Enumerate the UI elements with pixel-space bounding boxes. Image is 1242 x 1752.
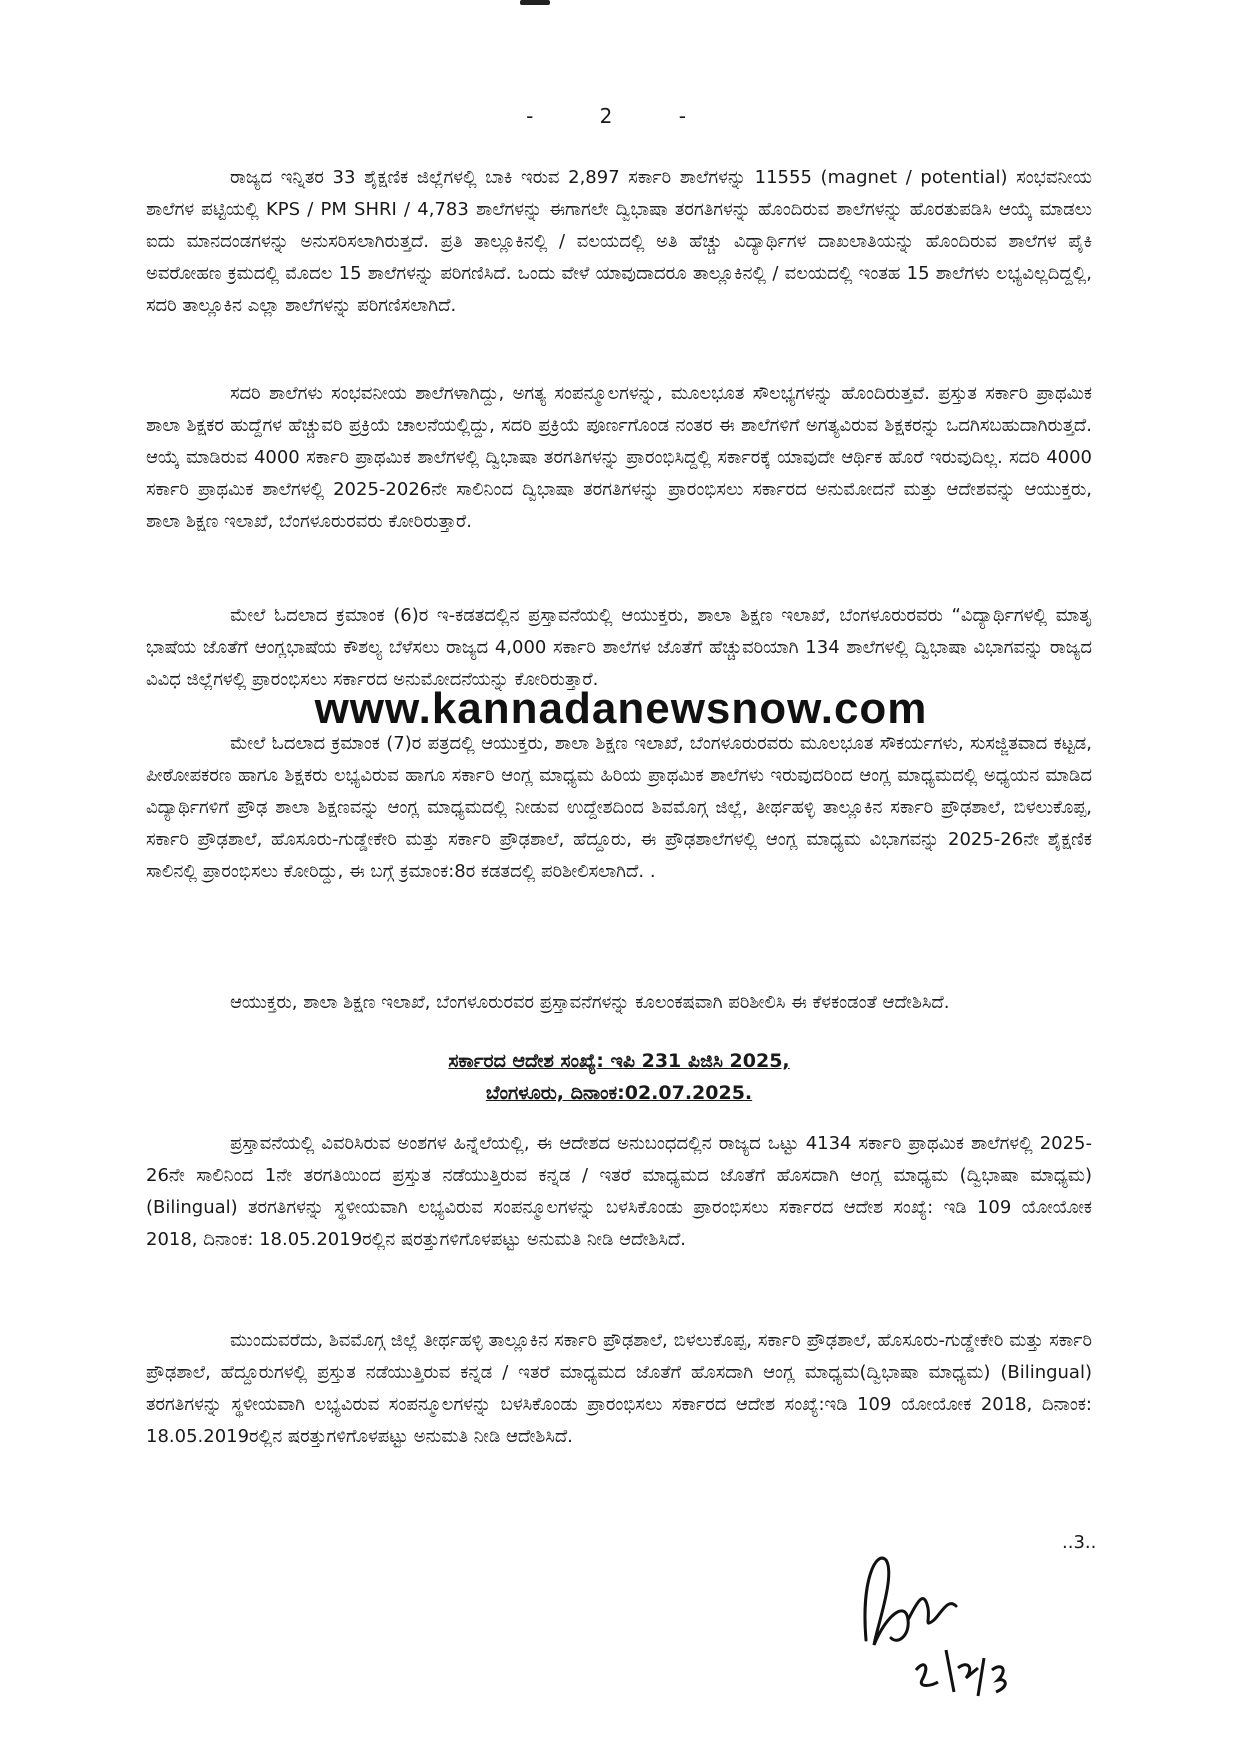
continuation-marker: ..3.. [1062, 1532, 1097, 1553]
order-heading-date: ಬೆಂಗಳೂರು, ದಿನಾಂಕ:02.07.2025. [485, 1082, 753, 1104]
order-paragraph-1: ಪ್ರಸ್ತಾವನೆಯಲ್ಲಿ ವಿವರಿಸಿರುವ ಅಂಶಗಳ ಹಿನ್ನೆಲೆಯಲ್ಲಿ, ಈ ಆದೇಶದ ಅನುಬಂಧದಲ್ಲಿನ ರಾಜ್ಯದ ಒಟ್ಟು 4134 ಸರ್ಕಾರಿ ಪ್ರಾಥಮಿಕ ಶಾಲೆಗಳಲ್ಲಿ 2025-26ನೇ ಸಾಲಿನಿಂದ 1ನೇ ತರಗತಿಯಿಂದ ಪ್ರಸ್ತುತ ನಡೆಯುತ್ತಿರುವ ಕನ್ನಡ / ಇತರೆ ಮಾಧ್ಯಮದ ಜೊತೆಗೆ ಹೊಸದಾಗಿ ಆಂಗ್ಲ ಮಾಧ್ಯಮ (ದ್ವಿಭಾಷಾ ಮಾಧ್ಯಮ) (Bilingual) ತರಗತಿಗಳನ್ನು ಸ್ಥಳೀಯವಾಗಿ ಲಭ್ಯವಿರುವ ಸಂಪನ್ಮೂಲಗಳನ್ನು ಬಳಸಿಕೊಂಡು ಪ್ರಾರಂಭಿಸಲು ಸರ್ಕಾರದ ಆದೇಶ ಸಂಖ್ಯೆ: ಇಡಿ 109 ಯೋಯೋಕ 2018, ದಿನಾಂಕ: 18.05.2019ರಲ್ಲಿನ ಷರತ್ತುಗಳಿಗೊಳಪಟ್ಟು ಅನುಮತಿ ನೀಡಿ ಆದೇಶಿಸಿದೆ. [146, 1133, 1092, 1250]
scan-mark [520, 0, 550, 5]
signature [846, 1520, 1046, 1720]
paragraph-4: ಮೇಲೆ ಓದಲಾದ ಕ್ರಮಾಂಕ (7)ರ ಪತ್ರದಲ್ಲಿ ಆಯುಕ್ತರು, ಶಾಲಾ ಶಿಕ್ಷಣ ಇಲಾಖೆ, ಬೆಂಗಳೂರುರವರು ಮೂಲಭೂತ ಸೌಕರ್ಯಗಳು, ಸುಸಜ್ಜಿತವಾದ ಕಟ್ಟಡ, ಪೀಠೋಪಕರಣ ಹಾಗೂ ಶಿಕ್ಷಕರು ಲಭ್ಯವಿರುವ ಹಾಗೂ ಸರ್ಕಾರಿ ಆಂಗ್ಲ ಮಾಧ್ಯಮ ಹಿರಿಯ ಪ್ರಾಥಮಿಕ ಶಾಲೆಗಳು ಇರುವುದರಿಂದ ಆಂಗ್ಲ ಮಾಧ್ಯಮದಲ್ಲಿ ಅಧ್ಯಯನ ಮಾಡಿದ ವಿದ್ಯಾರ್ಥಿಗಳಿಗೆ ಪ್ರೌಢ ಶಾಲಾ ಶಿಕ್ಷಣವನ್ನು ಆಂಗ್ಲ ಮಾಧ್ಯಮದಲ್ಲಿ ನೀಡುವ ಉದ್ದೇಶದಿಂದ ಶಿವಮೊಗ್ಗ ಜಿಲ್ಲೆ, ತೀರ್ಥಹಳ್ಳಿ ತಾಲ್ಲೂಕಿನ ಸರ್ಕಾರಿ ಪ್ರೌಢಶಾಲೆ, ಬಿಳಲುಕೊಪ್ಪ, ಸರ್ಕಾರಿ ಪ್ರೌಢಶಾಲೆ, ಹೊಸೂರು-ಗುಡ್ಡೇಕೇರಿ ಮತ್ತು ಸರ್ಕಾರಿ ಪ್ರೌಢಶಾಲೆ, ಹೆದ್ದೂರು, ಈ ಪ್ರೌಢಶಾಲೆಗಳಲ್ಲಿ ಆಂಗ್ಲ ಮಾಧ್ಯಮ ವಿಭಾಗವನ್ನು 2025-26ನೇ ಶೈಕ್ಷಣಿಕ ಸಾಲಿನಲ್ಲಿ ಪ್ರಾರಂಭಿಸಲು ಕೋರಿದ್ದು, ಈ ಬಗ್ಗೆ ಕ್ರಮಾಂಕ:8ರ ಕಡತದಲ್ಲಿ ಪರಿಶೀಲಿಸಲಾಗಿದೆ. . [146, 733, 1092, 882]
paragraph-2: ಸದರಿ ಶಾಲೆಗಳು ಸಂಭವನೀಯ ಶಾಲೆಗಳಾಗಿದ್ದು, ಅಗತ್ಯ ಸಂಪನ್ಮೂಲಗಳನ್ನು, ಮೂಲಭೂತ ಸೌಲಭ್ಯಗಳನ್ನು ಹೊಂದಿರುತ್ತವೆ. ಪ್ರಸ್ತುತ ಸರ್ಕಾರಿ ಪ್ರಾಥಮಿಕ ಶಾಲಾ ಶಿಕ್ಷಕರ ಹುದ್ದೆಗಳ ಹೆಚ್ಚುವರಿ ಪ್ರಕ್ರಿಯೆ ಚಾಲನೆಯಲ್ಲಿದ್ದು, ಸದರಿ ಪ್ರಕ್ರಿಯೆ ಪೂರ್ಣಗೊಂಡ ನಂತರ ಈ ಶಾಲೆಗಳಿಗೆ ಅಗತ್ಯವಿರುವ ಶಿಕ್ಷಕರನ್ನು ಒದಗಿಸಬಹುದಾಗಿರುತ್ತದೆ. ಆಯ್ಕೆ ಮಾಡಿರುವ 4000 ಸರ್ಕಾರಿ ಪ್ರಾಥಮಿಕ ಶಾಲೆಗಳಲ್ಲಿ ದ್ವಿಭಾಷಾ ತರಗತಿಗಳನ್ನು ಪ್ರಾರಂಭಿಸಿದ್ದಲ್ಲಿ ಸರ್ಕಾರಕ್ಕೆ ಯಾವುದೇ ಆರ್ಥಿಕ ಹೊರೆ ಇರುವುದಿಲ್ಲ. ಸದರಿ 4000 ಸರ್ಕಾರಿ ಪ್ರಾಥಮಿಕ ಶಾಲೆಗಳಲ್ಲಿ 2025-2026ನೇ ಸಾಲಿನಿಂದ ದ್ವಿಭಾಷಾ ತರಗತಿಗಳನ್ನು ಪ್ರಾರಂಭಿಸಲು ಸರ್ಕಾರದ ಅನುಮೋದನೆ ಮತ್ತು ಆದೇಶವನ್ನು ಆಯುಕ್ತರು, ಶಾಲಾ ಶಿಕ್ಷಣ ಇಲಾಖೆ, ಬೆಂಗಳೂರುರವರು ಕೋರಿರುತ್ತಾರೆ. [146, 383, 1092, 532]
order-heading-number: ಸರ್ಕಾರದ ಆದೇಶ ಸಂಖ್ಯೆ: ಇಪಿ 231 ಪಿಜಿಸಿ 2025, [448, 1050, 790, 1072]
paragraph-3: ಮೇಲೆ ಓದಲಾದ ಕ್ರಮಾಂಕ (6)ರ ಇ-ಕಡತದಲ್ಲಿನ ಪ್ರಸ್ತಾವನೆಯಲ್ಲಿ ಆಯುಕ್ತರು, ಶಾಲಾ ಶಿಕ್ಷಣ ಇಲಾಖೆ, ಬೆಂಗಳೂರುರವರು “ವಿದ್ಯಾರ್ಥಿಗಳಲ್ಲಿ ಮಾತೃ ಭಾಷೆಯ ಜೊತೆಗೆ ಆಂಗ್ಲಭಾಷೆಯ ಕೌಶಲ್ಯ ಬೆಳೆಸಲು ರಾಜ್ಯದ 4,000 ಸರ್ಕಾರಿ ಶಾಲೆಗಳ ಜೊತೆಗೆ ಹೆಚ್ಚುವರಿಯಾಗಿ 134 ಶಾಲೆಗಳಲ್ಲಿ ದ್ವಿಭಾಷಾ ವಿಭಾಗವನ್ನು ರಾಜ್ಯದ ವಿವಿಧ ಜಿಲ್ಲೆಗಳಲ್ಲಿ ಪ್ರಾರಂಭಿಸಲು ಸರ್ಕಾರದ ಅನುಮೋದನೆಯನ್ನು ಕೋರಿರುತ್ತಾರೆ. [146, 605, 1092, 690]
order-paragraph-2: ಮುಂದುವರೆದು, ಶಿವಮೊಗ್ಗ ಜಿಲ್ಲೆ ತೀರ್ಥಹಳ್ಳಿ ತಾಲ್ಲೂಕಿನ ಸರ್ಕಾರಿ ಪ್ರೌಢಶಾಲೆ, ಬಿಳಲುಕೊಪ್ಪ, ಸರ್ಕಾರಿ ಪ್ರೌಢಶಾಲೆ, ಹೊಸೂರು-ಗುಡ್ಡೇಕೇರಿ ಮತ್ತು ಸರ್ಕಾರಿ ಪ್ರೌಢಶಾಲೆ, ಹೆದ್ದೂರುಗಳಲ್ಲಿ ಪ್ರಸ್ತುತ ನಡೆಯುತ್ತಿರುವ ಕನ್ನಡ / ಇತರೆ ಮಾಧ್ಯಮದ ಜೊತೆಗೆ ಹೊಸದಾಗಿ ಆಂಗ್ಲ ಮಾಧ್ಯಮ(ದ್ವಿಭಾಷಾ ಮಾಧ್ಯಮ) (Bilingual) ತರಗತಿಗಳನ್ನು ಸ್ಥಳೀಯವಾಗಿ ಲಭ್ಯವಿರುವ ಸಂಪನ್ಮೂಲಗಳನ್ನು ಬಳಸಿಕೊಂಡು ಪ್ರಾರಂಭಿಸಲು ಸರ್ಕಾರದ ಆದೇಶ ಸಂಖ್ಯೆ:ಇಡಿ 109 ಯೋಯೋಕ 2018, ದಿನಾಂಕ: 18.05.2019ರಲ್ಲಿನ ಷರತ್ತುಗಳಿಗೊಳಪಟ್ಟು ಅನುಮತಿ ನೀಡಿ ಆದೇಶಿಸಿದೆ. [146, 1330, 1092, 1447]
paragraph-1: ರಾಜ್ಯದ ಇನ್ನಿತರ 33 ಶೈಕ್ಷಣಿಕ ಜಿಲ್ಲೆಗಳಲ್ಲಿ ಬಾಕಿ ಇರುವ 2,897 ಸರ್ಕಾರಿ ಶಾಲೆಗಳನ್ನು 11555 (magnet / potential) ಸಂಭವನೀಯ ಶಾಲೆಗಳ ಪಟ್ಟಿಯಲ್ಲಿ KPS / PM SHRI / 4,783 ಶಾಲೆಗಳನ್ನು ಈಗಾಗಲೇ ದ್ವಿಭಾಷಾ ತರಗತಿಗಳನ್ನು ಹೊಂದಿರುವ ಶಾಲೆಗಳನ್ನು ಹೊರತುಪಡಿಸಿ ಆಯ್ಕೆ ಮಾಡಲು ಐದು ಮಾನದಂಡಗಳನ್ನು ಅನುಸರಿಸಲಾಗಿರುತ್ತದೆ. ಪ್ರತಿ ತಾಲ್ಲೂಕಿನಲ್ಲಿ / ವಲಯದಲ್ಲಿ ಅತಿ ಹೆಚ್ಚು ವಿದ್ಯಾರ್ಥಿಗಳ ದಾಖಲಾತಿಯನ್ನು ಹೊಂದಿರುವ ಶಾಲೆಗಳ ಪೈಕಿ ಅವರೋಹಣ ಕ್ರಮದಲ್ಲಿ ಮೊದಲ 15 ಶಾಲೆಗಳನ್ನು ಪರಿಗಣಿಸಿದೆ. ಒಂದು ವೇಳೆ ಯಾವುದಾದರೂ ತಾಲ್ಲೂಕಿನಲ್ಲಿ / ವಲಯದಲ್ಲಿ ಇಂತಹ 15 ಶಾಲೆಗಳು ಲಭ್ಯವಿಲ್ಲದಿದ್ದಲ್ಲಿ, ಸದರಿ ತಾಲ್ಲೂಕಿನ ಎಲ್ಲಾ ಶಾಲೆಗಳನ್ನು ಪರಿಗಣಿಸಲಾಗಿದೆ. [146, 167, 1093, 316]
page-number: - 2 - [526, 104, 716, 128]
watermark: www.kannadanewsnow.com [314, 684, 928, 733]
paragraph-5: ಆಯುಕ್ತರು, ಶಾಲಾ ಶಿಕ್ಷಣ ಇಲಾಖೆ, ಬೆಂಗಳೂರುರವರ ಪ್ರಸ್ತಾವನೆಗಳನ್ನು ಕೂಲಂಕಷವಾಗಿ ಪರಿಶೀಲಿಸಿ ಈ ಕೆಳಕಂಡಂತೆ ಆದೇಶಿಸಿದೆ. [230, 992, 950, 1013]
